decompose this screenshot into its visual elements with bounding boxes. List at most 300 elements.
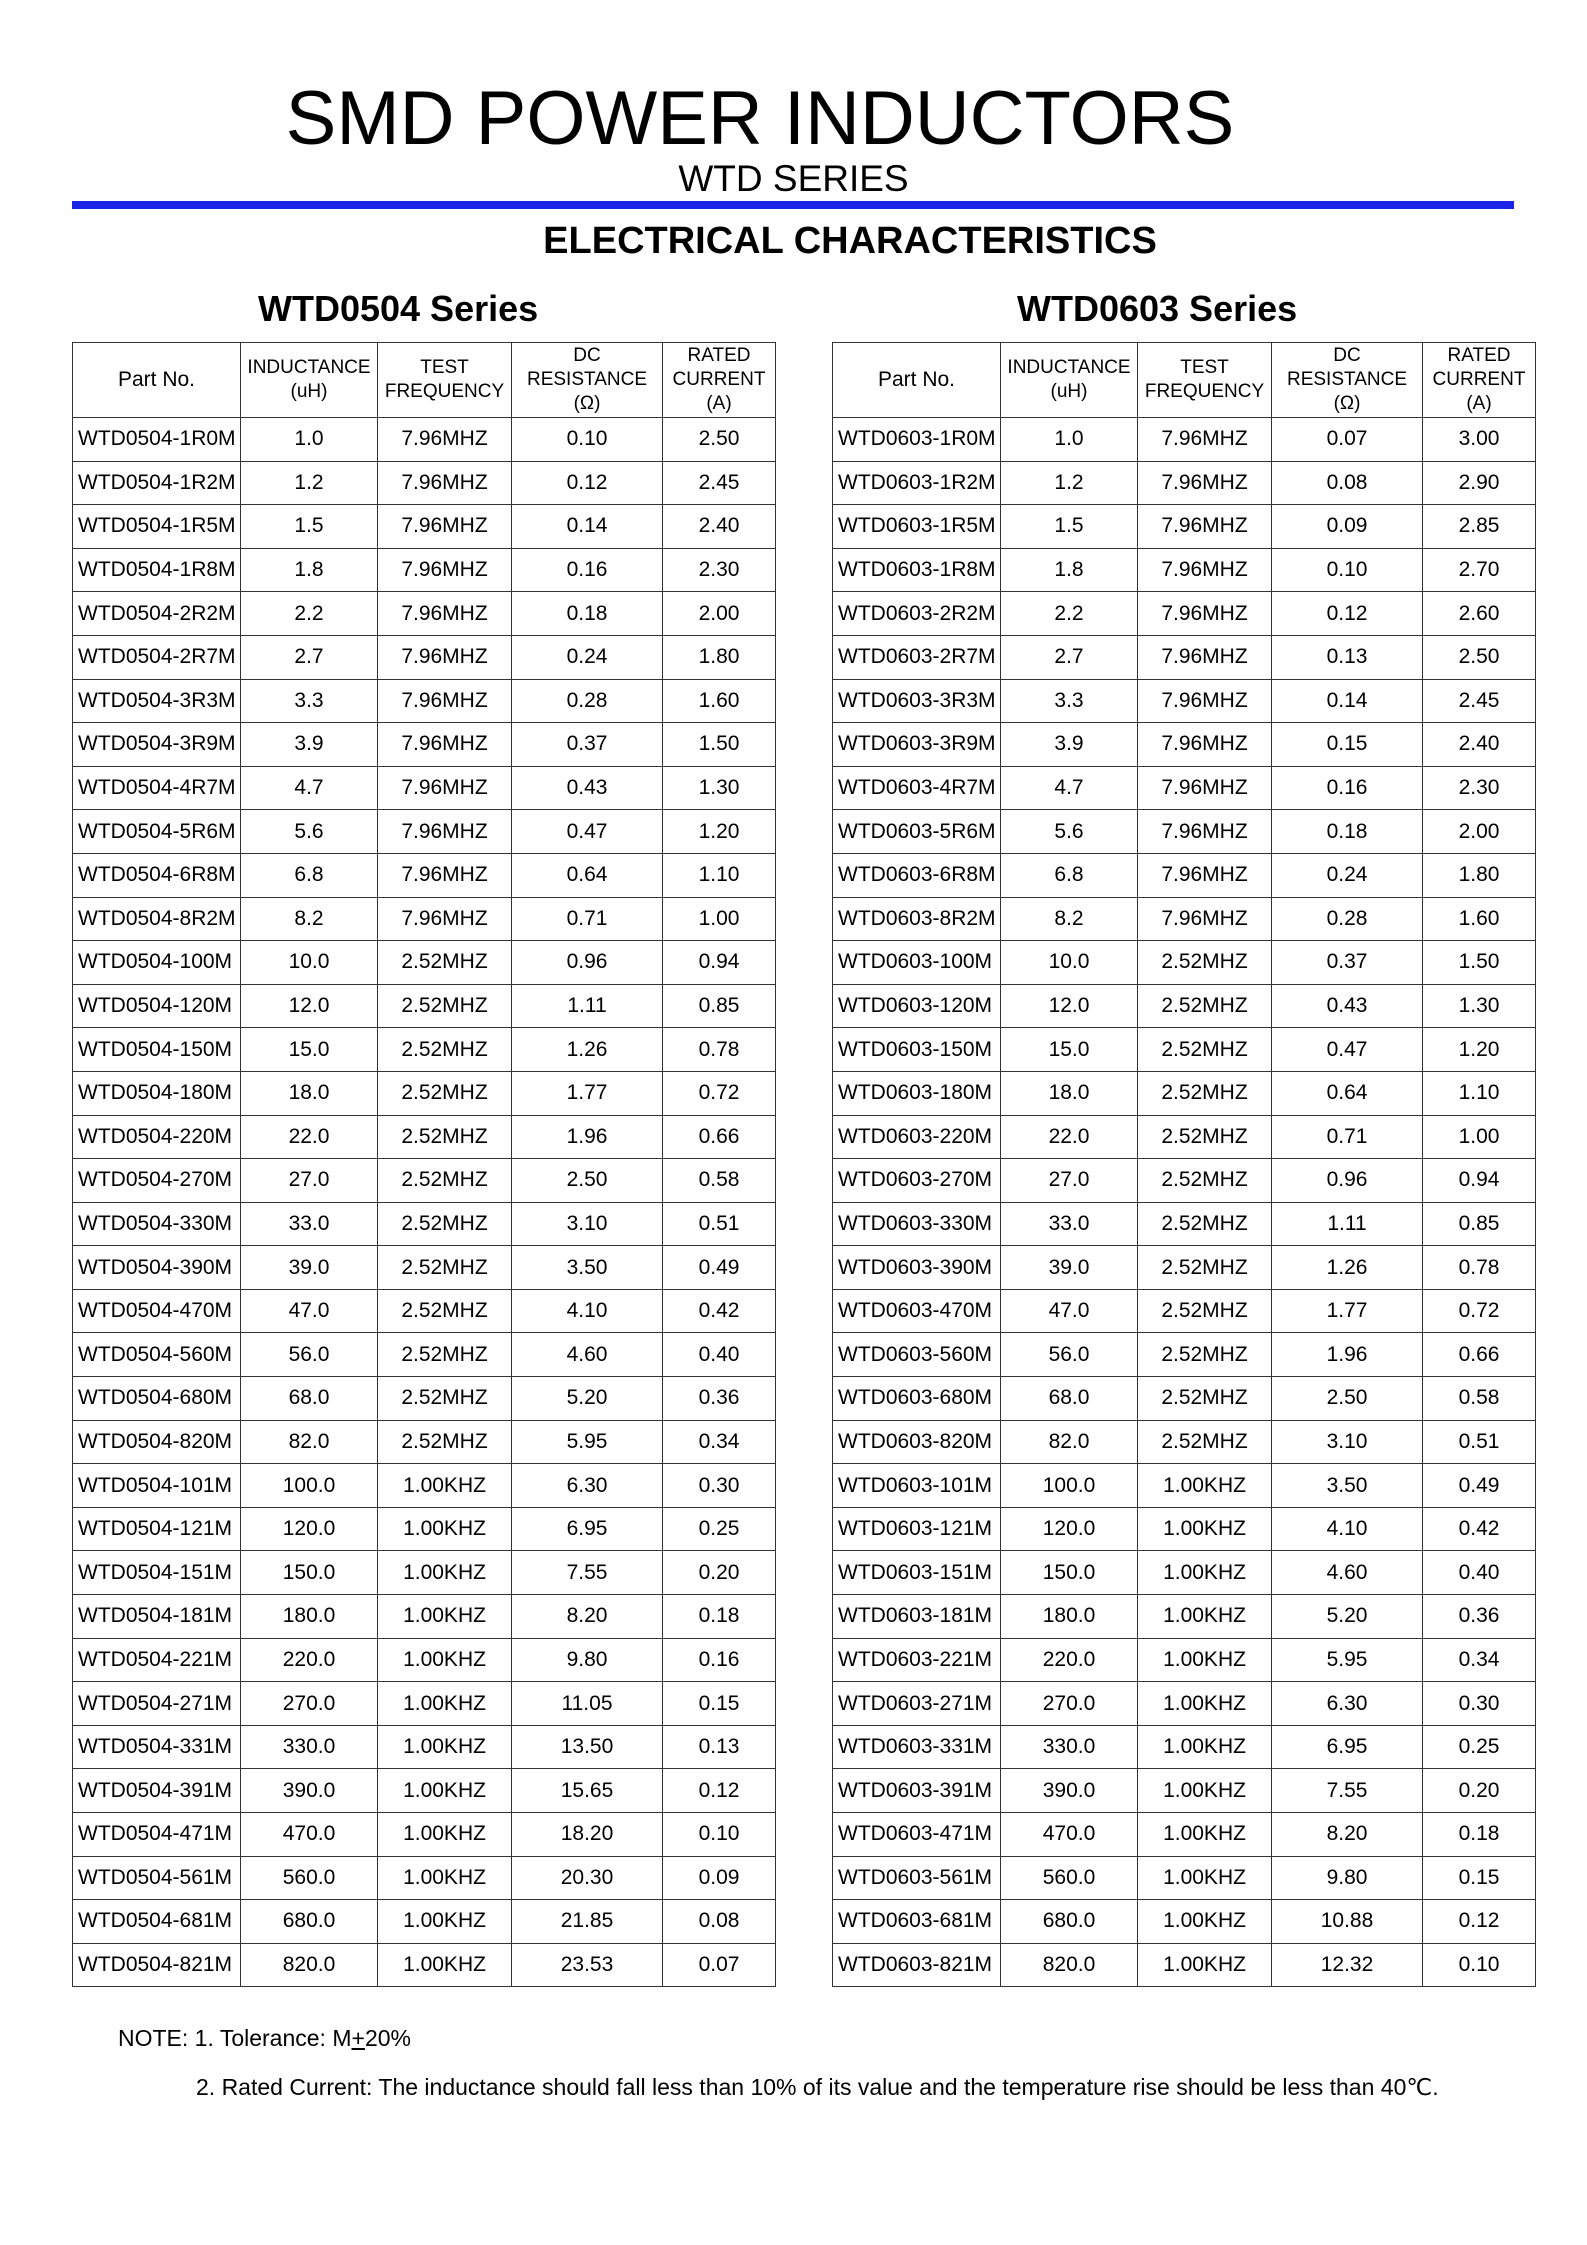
cell-rated-current: 0.36	[1423, 1595, 1536, 1639]
cell-rated-current: 2.30	[1423, 766, 1536, 810]
cell-dc-resistance: 0.08	[1272, 461, 1423, 505]
cell-dc-resistance: 1.11	[1272, 1202, 1423, 1246]
cell-dc-resistance: 8.20	[512, 1595, 663, 1639]
cell-test-frequency: 7.96MHZ	[1138, 766, 1272, 810]
cell-test-frequency: 2.52MHZ	[378, 1420, 512, 1464]
cell-dc-resistance: 3.50	[512, 1246, 663, 1290]
cell-part-no: WTD0504-391M	[73, 1769, 241, 1813]
cell-dc-resistance: 0.64	[512, 853, 663, 897]
spec-table-wtd0504	[72, 342, 776, 1987]
column-header-test-frequency: TEST FREQUENCY	[1138, 343, 1272, 418]
cell-rated-current: 0.72	[1423, 1289, 1536, 1333]
cell-rated-current: 0.18	[1423, 1813, 1536, 1857]
cell-test-frequency: 1.00KHZ	[1138, 1769, 1272, 1813]
cell-part-no: WTD0603-181M	[833, 1595, 1001, 1639]
cell-test-frequency: 7.96MHZ	[378, 679, 512, 723]
cell-inductance: 470.0	[1001, 1813, 1138, 1857]
table-row	[73, 810, 776, 854]
cell-rated-current: 1.60	[1423, 897, 1536, 941]
cell-part-no: WTD0504-221M	[73, 1638, 241, 1682]
cell-rated-current: 0.20	[663, 1551, 776, 1595]
table-row	[833, 1813, 1536, 1857]
cell-inductance: 560.0	[1001, 1856, 1138, 1900]
cell-rated-current: 0.51	[1423, 1420, 1536, 1464]
cell-test-frequency: 1.00KHZ	[378, 1551, 512, 1595]
cell-rated-current: 1.50	[1423, 941, 1536, 985]
cell-test-frequency: 1.00KHZ	[378, 1638, 512, 1682]
cell-rated-current: 0.49	[1423, 1464, 1536, 1508]
cell-inductance: 150.0	[1001, 1551, 1138, 1595]
cell-inductance: 68.0	[241, 1377, 378, 1421]
cell-rated-current: 2.90	[1423, 461, 1536, 505]
cell-part-no: WTD0603-270M	[833, 1159, 1001, 1203]
column-header-inductance: INDUCTANCE (uH)	[1001, 343, 1138, 418]
cell-inductance: 47.0	[241, 1289, 378, 1333]
cell-rated-current: 0.30	[1423, 1682, 1536, 1726]
cell-dc-resistance: 6.95	[1272, 1725, 1423, 1769]
cell-inductance: 120.0	[1001, 1507, 1138, 1551]
cell-dc-resistance: 4.10	[1272, 1507, 1423, 1551]
cell-inductance: 1.8	[1001, 548, 1138, 592]
table-row	[73, 1813, 776, 1857]
table-row	[73, 1115, 776, 1159]
cell-dc-resistance: 8.20	[1272, 1813, 1423, 1857]
table-row	[73, 1551, 776, 1595]
cell-rated-current: 2.45	[663, 461, 776, 505]
cell-test-frequency: 7.96MHZ	[1138, 548, 1272, 592]
cell-test-frequency: 2.52MHZ	[378, 1377, 512, 1421]
table-row	[73, 1464, 776, 1508]
cell-part-no: WTD0504-680M	[73, 1377, 241, 1421]
cell-part-no: WTD0504-150M	[73, 1028, 241, 1072]
cell-inductance: 680.0	[1001, 1900, 1138, 1944]
cell-test-frequency: 7.96MHZ	[378, 853, 512, 897]
cell-part-no: WTD0603-820M	[833, 1420, 1001, 1464]
cell-rated-current: 2.70	[1423, 548, 1536, 592]
cell-rated-current: 0.42	[663, 1289, 776, 1333]
table-row	[833, 1638, 1536, 1682]
cell-dc-resistance: 4.60	[512, 1333, 663, 1377]
cell-rated-current: 1.00	[663, 897, 776, 941]
table-row	[833, 1333, 1536, 1377]
cell-test-frequency: 7.96MHZ	[378, 548, 512, 592]
cell-dc-resistance: 9.80	[512, 1638, 663, 1682]
cell-inductance: 820.0	[1001, 1943, 1138, 1987]
table-row	[73, 1246, 776, 1290]
cell-inductance: 12.0	[241, 984, 378, 1028]
table-row	[833, 1420, 1536, 1464]
cell-inductance: 1.0	[1001, 418, 1138, 462]
cell-inductance: 2.7	[241, 635, 378, 679]
cell-inductance: 330.0	[1001, 1725, 1138, 1769]
cell-dc-resistance: 0.10	[512, 418, 663, 462]
cell-dc-resistance: 0.16	[1272, 766, 1423, 810]
cell-part-no: WTD0603-101M	[833, 1464, 1001, 1508]
cell-part-no: WTD0603-331M	[833, 1725, 1001, 1769]
cell-rated-current: 1.10	[663, 853, 776, 897]
cell-dc-resistance: 6.30	[512, 1464, 663, 1508]
cell-dc-resistance: 11.05	[512, 1682, 663, 1726]
cell-part-no: WTD0504-3R9M	[73, 723, 241, 767]
note-tolerance	[118, 2023, 411, 2053]
cell-dc-resistance: 23.53	[512, 1943, 663, 1987]
cell-part-no: WTD0603-8R2M	[833, 897, 1001, 941]
cell-inductance: 27.0	[241, 1159, 378, 1203]
cell-rated-current: 1.30	[1423, 984, 1536, 1028]
table-row	[833, 1507, 1536, 1551]
cell-dc-resistance: 0.10	[1272, 548, 1423, 592]
cell-inductance: 82.0	[241, 1420, 378, 1464]
cell-test-frequency: 2.52MHZ	[1138, 1377, 1272, 1421]
table-row	[73, 1595, 776, 1639]
cell-test-frequency: 2.52MHZ	[378, 1071, 512, 1115]
cell-part-no: WTD0603-2R2M	[833, 592, 1001, 636]
cell-dc-resistance: 0.96	[1272, 1159, 1423, 1203]
table-row	[73, 461, 776, 505]
table-row	[73, 418, 776, 462]
table-row	[73, 592, 776, 636]
cell-test-frequency: 7.96MHZ	[1138, 461, 1272, 505]
cell-rated-current: 1.80	[1423, 853, 1536, 897]
table-row	[833, 1595, 1536, 1639]
cell-inductance: 180.0	[1001, 1595, 1138, 1639]
cell-test-frequency: 2.52MHZ	[1138, 1028, 1272, 1072]
table-row	[833, 941, 1536, 985]
cell-test-frequency: 7.96MHZ	[378, 461, 512, 505]
cell-test-frequency: 1.00KHZ	[378, 1725, 512, 1769]
cell-inductance: 2.2	[241, 592, 378, 636]
cell-part-no: WTD0603-390M	[833, 1246, 1001, 1290]
cell-part-no: WTD0504-330M	[73, 1202, 241, 1246]
cell-dc-resistance: 0.43	[512, 766, 663, 810]
cell-inductance: 82.0	[1001, 1420, 1138, 1464]
cell-inductance: 33.0	[1001, 1202, 1138, 1246]
cell-inductance: 2.2	[1001, 592, 1138, 636]
cell-dc-resistance: 0.24	[1272, 853, 1423, 897]
cell-test-frequency: 2.52MHZ	[1138, 984, 1272, 1028]
cell-rated-current: 1.20	[663, 810, 776, 854]
cell-dc-resistance: 0.37	[1272, 941, 1423, 985]
cell-dc-resistance: 0.71	[512, 897, 663, 941]
cell-part-no: WTD0504-3R3M	[73, 679, 241, 723]
cell-inductance: 56.0	[1001, 1333, 1138, 1377]
cell-part-no: WTD0504-181M	[73, 1595, 241, 1639]
table-row	[73, 897, 776, 941]
table-row	[833, 1725, 1536, 1769]
table-row	[833, 1289, 1536, 1333]
cell-part-no: WTD0504-561M	[73, 1856, 241, 1900]
cell-inductance: 5.6	[241, 810, 378, 854]
table-row	[833, 1028, 1536, 1072]
cell-dc-resistance: 1.77	[1272, 1289, 1423, 1333]
table-row	[833, 1769, 1536, 1813]
table-row	[73, 1900, 776, 1944]
table-row	[73, 1682, 776, 1726]
cell-inductance: 3.9	[241, 723, 378, 767]
cell-rated-current: 0.09	[663, 1856, 776, 1900]
cell-inductance: 6.8	[241, 853, 378, 897]
table-row	[73, 1943, 776, 1987]
table-row	[73, 941, 776, 985]
cell-test-frequency: 1.00KHZ	[378, 1595, 512, 1639]
table-row	[73, 853, 776, 897]
cell-dc-resistance: 4.60	[1272, 1551, 1423, 1595]
cell-test-frequency: 2.52MHZ	[378, 1289, 512, 1333]
cell-inductance: 180.0	[241, 1595, 378, 1639]
cell-test-frequency: 1.00KHZ	[378, 1856, 512, 1900]
cell-test-frequency: 1.00KHZ	[1138, 1551, 1272, 1595]
cell-rated-current: 0.42	[1423, 1507, 1536, 1551]
note-tolerance-value: 20%	[364, 2025, 411, 2051]
cell-test-frequency: 2.52MHZ	[1138, 941, 1272, 985]
cell-rated-current: 0.49	[663, 1246, 776, 1290]
cell-inductance: 4.7	[241, 766, 378, 810]
cell-test-frequency: 2.52MHZ	[1138, 1071, 1272, 1115]
cell-rated-current: 0.16	[663, 1638, 776, 1682]
cell-test-frequency: 2.52MHZ	[1138, 1289, 1272, 1333]
table-row	[833, 635, 1536, 679]
cell-rated-current: 0.66	[663, 1115, 776, 1159]
table-row	[833, 1159, 1536, 1203]
cell-test-frequency: 7.96MHZ	[378, 592, 512, 636]
table-row	[73, 1769, 776, 1813]
cell-inductance: 47.0	[1001, 1289, 1138, 1333]
cell-part-no: WTD0504-1R5M	[73, 505, 241, 549]
cell-part-no: WTD0504-151M	[73, 1551, 241, 1595]
cell-inductance: 270.0	[1001, 1682, 1138, 1726]
cell-dc-resistance: 0.12	[512, 461, 663, 505]
cell-test-frequency: 7.96MHZ	[1138, 853, 1272, 897]
cell-dc-resistance: 20.30	[512, 1856, 663, 1900]
cell-part-no: WTD0504-101M	[73, 1464, 241, 1508]
cell-inductance: 220.0	[1001, 1638, 1138, 1682]
cell-part-no: WTD0603-100M	[833, 941, 1001, 985]
cell-part-no: WTD0603-2R7M	[833, 635, 1001, 679]
cell-dc-resistance: 0.14	[1272, 679, 1423, 723]
cell-test-frequency: 7.96MHZ	[378, 810, 512, 854]
cell-dc-resistance: 0.09	[1272, 505, 1423, 549]
cell-part-no: WTD0504-2R7M	[73, 635, 241, 679]
cell-inductance: 1.5	[1001, 505, 1138, 549]
cell-rated-current: 0.94	[1423, 1159, 1536, 1203]
cell-dc-resistance: 1.26	[512, 1028, 663, 1072]
cell-dc-resistance: 1.26	[1272, 1246, 1423, 1290]
cell-part-no: WTD0504-271M	[73, 1682, 241, 1726]
cell-test-frequency: 2.52MHZ	[1138, 1333, 1272, 1377]
cell-inductance: 10.0	[241, 941, 378, 985]
cell-dc-resistance: 3.50	[1272, 1464, 1423, 1508]
cell-test-frequency: 2.52MHZ	[378, 1115, 512, 1159]
cell-part-no: WTD0504-470M	[73, 1289, 241, 1333]
cell-test-frequency: 2.52MHZ	[378, 1028, 512, 1072]
table-row	[73, 1507, 776, 1551]
cell-inductance: 560.0	[241, 1856, 378, 1900]
cell-rated-current: 0.58	[663, 1159, 776, 1203]
cell-part-no: WTD0603-150M	[833, 1028, 1001, 1072]
cell-rated-current: 0.34	[663, 1420, 776, 1464]
table-row	[833, 679, 1536, 723]
cell-rated-current: 0.20	[1423, 1769, 1536, 1813]
cell-part-no: WTD0504-1R0M	[73, 418, 241, 462]
table-row	[833, 461, 1536, 505]
cell-inductance: 27.0	[1001, 1159, 1138, 1203]
cell-part-no: WTD0504-560M	[73, 1333, 241, 1377]
cell-rated-current: 0.18	[663, 1595, 776, 1639]
cell-dc-resistance: 0.47	[1272, 1028, 1423, 1072]
page-subtitle: WTD SERIES	[678, 158, 909, 199]
table-row	[73, 635, 776, 679]
cell-part-no: WTD0603-1R2M	[833, 461, 1001, 505]
cell-test-frequency: 7.96MHZ	[1138, 723, 1272, 767]
table-row	[833, 1202, 1536, 1246]
cell-dc-resistance: 4.10	[512, 1289, 663, 1333]
cell-part-no: WTD0504-8R2M	[73, 897, 241, 941]
cell-inductance: 10.0	[1001, 941, 1138, 985]
cell-rated-current: 2.40	[663, 505, 776, 549]
cell-dc-resistance: 0.07	[1272, 418, 1423, 462]
cell-dc-resistance: 15.65	[512, 1769, 663, 1813]
header-divider	[72, 201, 1514, 209]
cell-test-frequency: 7.96MHZ	[378, 505, 512, 549]
cell-rated-current: 0.25	[1423, 1725, 1536, 1769]
cell-inductance: 15.0	[241, 1028, 378, 1072]
cell-dc-resistance: 9.80	[1272, 1856, 1423, 1900]
cell-test-frequency: 1.00KHZ	[378, 1464, 512, 1508]
cell-test-frequency: 1.00KHZ	[1138, 1595, 1272, 1639]
cell-dc-resistance: 1.96	[512, 1115, 663, 1159]
cell-rated-current: 2.45	[1423, 679, 1536, 723]
cell-test-frequency: 7.96MHZ	[378, 766, 512, 810]
cell-rated-current: 0.66	[1423, 1333, 1536, 1377]
cell-test-frequency: 1.00KHZ	[378, 1769, 512, 1813]
cell-test-frequency: 1.00KHZ	[378, 1507, 512, 1551]
cell-part-no: WTD0504-681M	[73, 1900, 241, 1944]
cell-dc-resistance: 7.55	[512, 1551, 663, 1595]
table-row	[833, 418, 1536, 462]
cell-rated-current: 0.12	[1423, 1900, 1536, 1944]
cell-rated-current: 1.50	[663, 723, 776, 767]
cell-part-no: WTD0603-1R5M	[833, 505, 1001, 549]
cell-part-no: WTD0504-1R2M	[73, 461, 241, 505]
cell-rated-current: 0.51	[663, 1202, 776, 1246]
cell-inductance: 22.0	[241, 1115, 378, 1159]
cell-test-frequency: 7.96MHZ	[1138, 810, 1272, 854]
table-row	[833, 1246, 1536, 1290]
cell-rated-current: 0.07	[663, 1943, 776, 1987]
cell-inductance: 820.0	[241, 1943, 378, 1987]
cell-rated-current: 2.50	[663, 418, 776, 462]
cell-rated-current: 2.00	[663, 592, 776, 636]
cell-dc-resistance: 5.20	[1272, 1595, 1423, 1639]
cell-dc-resistance: 21.85	[512, 1900, 663, 1944]
cell-part-no: WTD0603-561M	[833, 1856, 1001, 1900]
cell-rated-current: 0.12	[663, 1769, 776, 1813]
cell-rated-current: 0.36	[663, 1377, 776, 1421]
cell-part-no: WTD0504-121M	[73, 1507, 241, 1551]
table-row	[833, 853, 1536, 897]
cell-rated-current: 2.85	[1423, 505, 1536, 549]
cell-rated-current: 0.34	[1423, 1638, 1536, 1682]
cell-inductance: 330.0	[241, 1725, 378, 1769]
cell-test-frequency: 2.52MHZ	[1138, 1420, 1272, 1464]
cell-part-no: WTD0504-5R6M	[73, 810, 241, 854]
cell-test-frequency: 1.00KHZ	[378, 1813, 512, 1857]
cell-dc-resistance: 6.95	[512, 1507, 663, 1551]
cell-dc-resistance: 0.13	[1272, 635, 1423, 679]
cell-part-no: WTD0603-6R8M	[833, 853, 1001, 897]
cell-test-frequency: 1.00KHZ	[378, 1900, 512, 1944]
cell-rated-current: 1.10	[1423, 1071, 1536, 1115]
cell-dc-resistance: 1.96	[1272, 1333, 1423, 1377]
cell-inductance: 39.0	[241, 1246, 378, 1290]
plus-minus-sign: +	[351, 2025, 365, 2051]
cell-test-frequency: 7.96MHZ	[378, 723, 512, 767]
note-tolerance-prefix: NOTE: 1. Tolerance: M	[118, 2025, 352, 2051]
table-row	[73, 984, 776, 1028]
cell-dc-resistance: 5.95	[1272, 1638, 1423, 1682]
cell-rated-current: 0.30	[663, 1464, 776, 1508]
cell-part-no: WTD0603-560M	[833, 1333, 1001, 1377]
series-title-wtd0603: WTD0603 Series	[1017, 288, 1298, 329]
table-row	[73, 1202, 776, 1246]
table-row	[73, 1856, 776, 1900]
cell-inductance: 3.9	[1001, 723, 1138, 767]
table-row	[73, 1725, 776, 1769]
cell-dc-resistance: 2.50	[1272, 1377, 1423, 1421]
cell-dc-resistance: 12.32	[1272, 1943, 1423, 1987]
table-row	[73, 1420, 776, 1464]
column-header-test-frequency: TEST FREQUENCY	[378, 343, 512, 418]
cell-part-no: WTD0504-331M	[73, 1725, 241, 1769]
cell-test-frequency: 2.52MHZ	[378, 941, 512, 985]
table-row	[833, 1682, 1536, 1726]
cell-rated-current: 0.15	[663, 1682, 776, 1726]
cell-part-no: WTD0603-121M	[833, 1507, 1001, 1551]
cell-dc-resistance: 0.43	[1272, 984, 1423, 1028]
cell-part-no: WTD0504-180M	[73, 1071, 241, 1115]
cell-rated-current: 1.30	[663, 766, 776, 810]
cell-part-no: WTD0603-4R7M	[833, 766, 1001, 810]
cell-inductance: 3.3	[1001, 679, 1138, 723]
table-row	[833, 723, 1536, 767]
table-row	[73, 1333, 776, 1377]
cell-inductance: 390.0	[241, 1769, 378, 1813]
table-row	[833, 592, 1536, 636]
cell-dc-resistance: 1.11	[512, 984, 663, 1028]
table-row	[833, 810, 1536, 854]
table-row	[73, 766, 776, 810]
cell-test-frequency: 2.52MHZ	[1138, 1115, 1272, 1159]
cell-test-frequency: 1.00KHZ	[1138, 1507, 1272, 1551]
cell-inductance: 390.0	[1001, 1769, 1138, 1813]
cell-inductance: 18.0	[241, 1071, 378, 1115]
cell-part-no: WTD0603-391M	[833, 1769, 1001, 1813]
table-row	[833, 984, 1536, 1028]
table-row	[833, 1856, 1536, 1900]
table-row	[73, 1289, 776, 1333]
cell-inductance: 33.0	[241, 1202, 378, 1246]
cell-test-frequency: 7.96MHZ	[1138, 635, 1272, 679]
cell-inductance: 56.0	[241, 1333, 378, 1377]
cell-dc-resistance: 0.16	[512, 548, 663, 592]
cell-inductance: 470.0	[241, 1813, 378, 1857]
cell-inductance: 150.0	[241, 1551, 378, 1595]
cell-inductance: 100.0	[241, 1464, 378, 1508]
table-header-row	[833, 343, 1536, 418]
table-row	[833, 548, 1536, 592]
cell-dc-resistance: 0.18	[512, 592, 663, 636]
cell-test-frequency: 2.52MHZ	[378, 1246, 512, 1290]
